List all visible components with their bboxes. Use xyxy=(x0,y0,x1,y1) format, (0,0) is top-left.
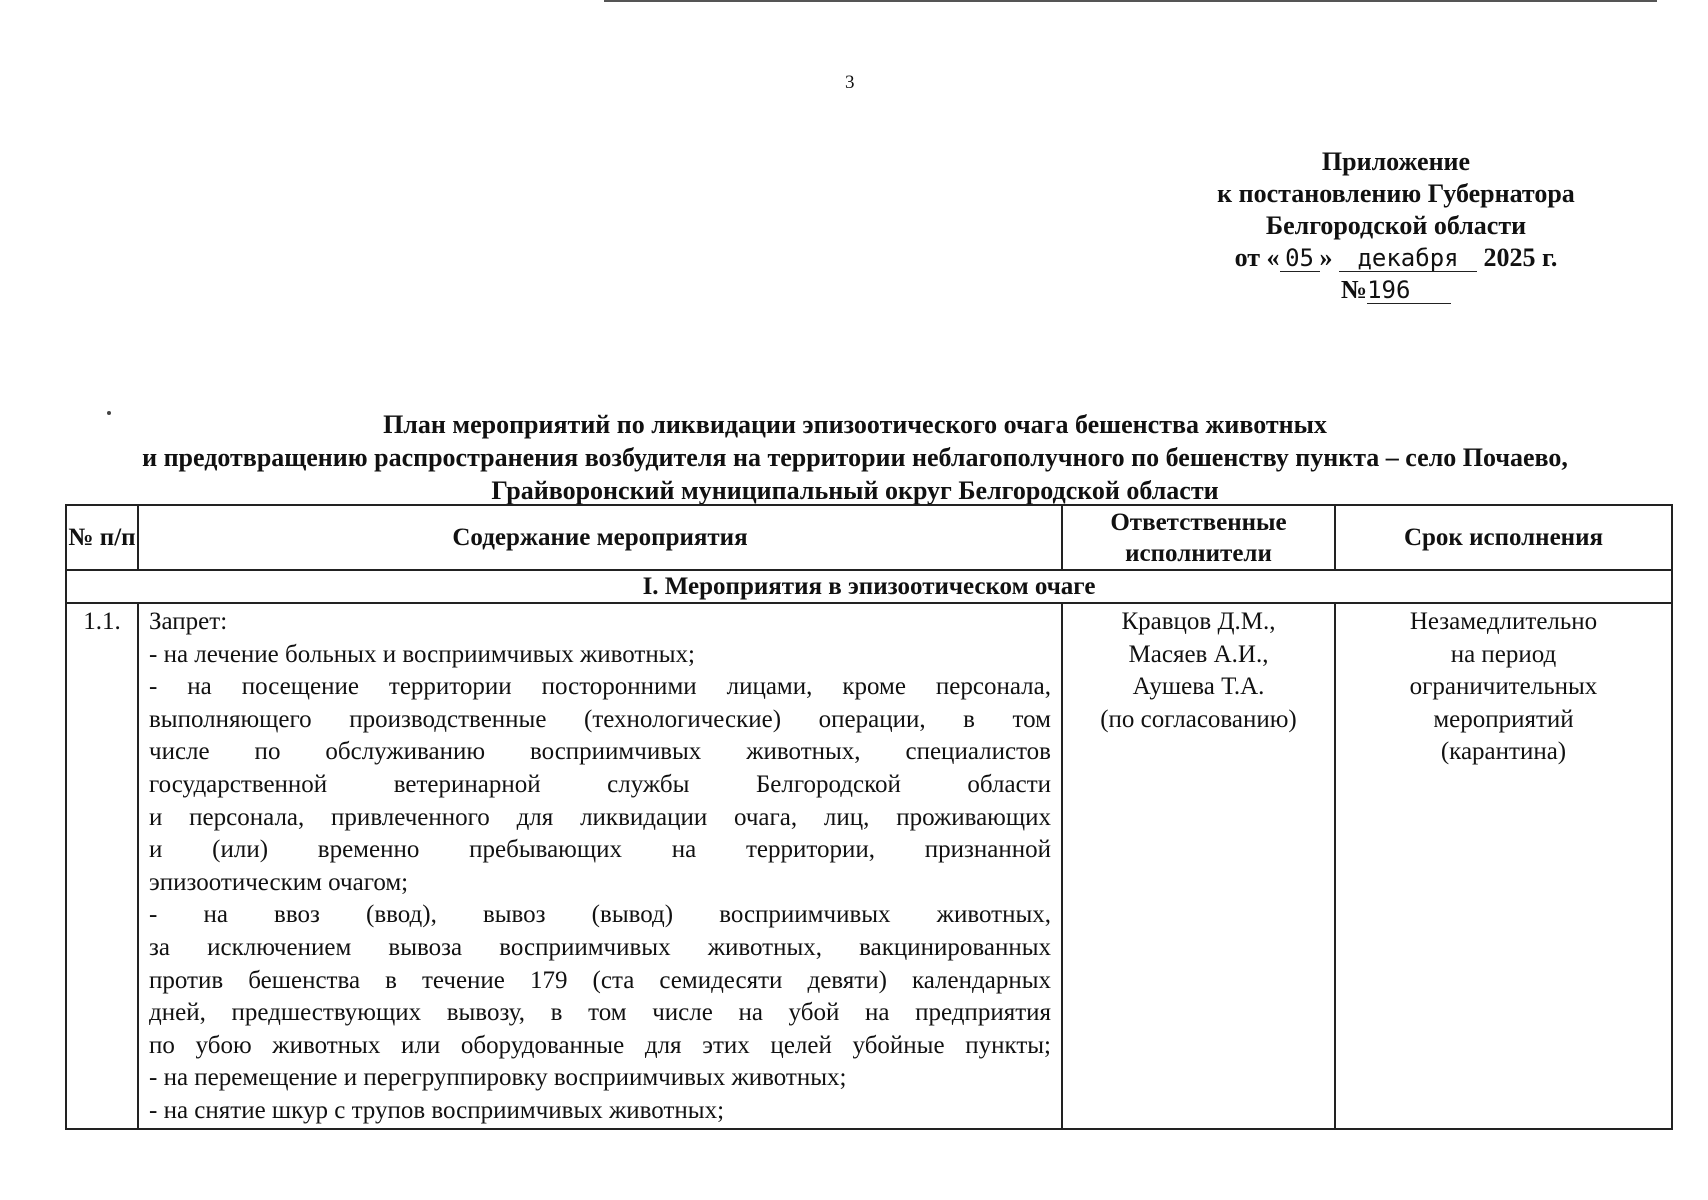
appendix-line-3: Белгородской области xyxy=(1265,211,1527,240)
content-line: числе по обслуживанию восприимчивых животных, специалистов xyxy=(149,738,1051,766)
title-line-2: и предотвращению распространения возбудителя на территории неблагополучного по бешенству пункта – село Почаево, xyxy=(142,443,1568,472)
header-term: Срок исполнения xyxy=(1335,505,1672,570)
content-line: - на лечение больных и восприимчивых животных; xyxy=(149,640,695,668)
content-line: дней, предшествующих вывозу, в том числе на убой на предприятия xyxy=(149,999,1051,1027)
header-content: Содержание мероприятия xyxy=(138,505,1062,570)
content-line: - на снятие шкур с трупов восприимчивых животных; xyxy=(149,1096,725,1124)
row-responsible xyxy=(1062,603,1335,1129)
content-line: и персонала, привлеченного для ликвидации очага, лиц, проживающих xyxy=(149,803,1051,831)
table-row xyxy=(66,603,1672,1129)
section-heading: I. Мероприятия в эпизоотическом очаге xyxy=(66,570,1672,603)
content-line: - на перемещение и перегруппировку восприимчивых животных; xyxy=(149,1064,847,1092)
content-line: по убою животных или оборудованные для этих целей убойные пункты; xyxy=(149,1031,1051,1059)
appendix-block xyxy=(1190,146,1602,306)
header-responsible: Ответственные исполнители xyxy=(1062,505,1335,570)
row-term xyxy=(1335,603,1672,1129)
date-prefix: от « xyxy=(1234,243,1280,272)
content-line: против бешенства в течение 179 (ста семидесяти девяти) календарных xyxy=(149,966,1051,994)
date-year: 2025 г. xyxy=(1483,243,1558,272)
header-num: № п/п xyxy=(66,505,138,570)
handwritten-month: декабря xyxy=(1339,245,1477,272)
appendix-title: Приложение xyxy=(1321,147,1471,176)
content-line: эпизоотическим очагом; xyxy=(149,868,409,896)
handwritten-number: 196 xyxy=(1367,277,1451,304)
appendix-line-2: к постановлению Губернатора xyxy=(1217,179,1575,208)
table-header-row xyxy=(66,505,1672,570)
content-line: выполняющего производственные (технологические) операции, в том xyxy=(149,705,1051,733)
responsible-line: Аушева Т.А. xyxy=(1132,673,1265,701)
content-line: за исключением вывоза восприимчивых животных, вакцинированных xyxy=(149,933,1051,961)
appendix-number-line xyxy=(1190,274,1602,306)
term-line: на период xyxy=(1450,640,1557,668)
number-prefix: № xyxy=(1340,275,1368,304)
page-number: 3 xyxy=(845,72,855,93)
responsible-line: (по согласованию) xyxy=(1100,705,1297,733)
content-line: - на посещение территории посторонними лицами, кроме персонала, xyxy=(149,673,1051,701)
responsible-line: Масяев А.И., xyxy=(1128,640,1269,668)
top-rule xyxy=(604,0,1657,2)
section-row xyxy=(66,570,1672,603)
document-title xyxy=(50,408,1660,507)
content-line: Запрет: xyxy=(149,608,228,635)
appendix-date-line xyxy=(1190,242,1602,274)
title-line-1: План мероприятий по ликвидации эпизоотического очага бешенства животных xyxy=(383,410,1327,439)
plan-table xyxy=(65,504,1673,1130)
term-line: (карантина) xyxy=(1440,738,1567,766)
handwritten-day: 05 xyxy=(1280,245,1320,272)
date-mid: » xyxy=(1319,243,1333,272)
title-line-3: Грайворонский муниципальный округ Белгородской области xyxy=(491,476,1219,505)
row-content xyxy=(138,603,1062,1129)
content-line: и (или) временно пребывающих на территории, признанной xyxy=(149,836,1051,864)
term-line: мероприятий xyxy=(1433,705,1574,733)
content-line: - на ввоз (ввод), вывоз (вывод) восприимчивых животных, xyxy=(149,901,1051,929)
term-line: Незамедлительно xyxy=(1409,608,1598,635)
responsible-line: Кравцов Д.М., xyxy=(1121,608,1276,635)
term-line: ограничительных xyxy=(1409,673,1598,701)
content-line: государственной ветеринарной службы Белгородской области xyxy=(149,770,1051,798)
row-number: 1.1. xyxy=(66,603,138,1129)
